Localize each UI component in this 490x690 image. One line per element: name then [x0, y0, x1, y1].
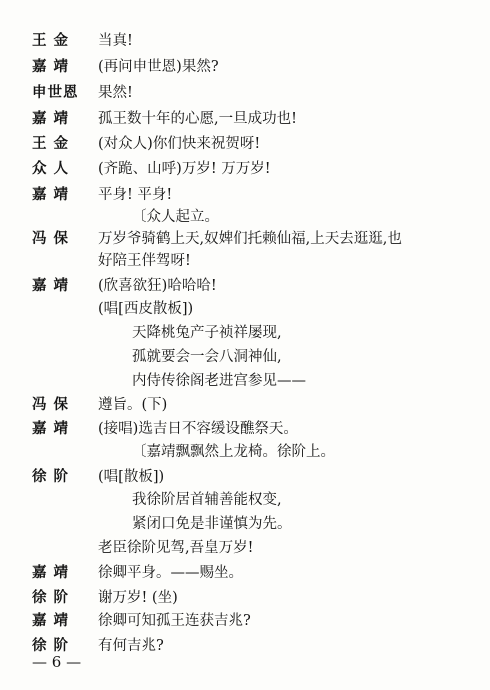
- dialogue-text: 果然!: [98, 85, 133, 101]
- speaker-name: 冯 保: [32, 231, 70, 247]
- dialogue-text: 遵旨。(下): [98, 397, 168, 413]
- dialogue-text: 谢万岁! (坐): [98, 590, 178, 606]
- verse-line: 天降桃兔产子祯祥屡现,: [132, 325, 282, 341]
- dialogue-text: 孤王数十年的心愿,一旦成功也!: [98, 111, 297, 127]
- dialogue-text: (再问申世恩)果然?: [98, 59, 219, 75]
- speaker-name: 徐 阶: [32, 590, 70, 606]
- dialogue-text: 平身! 平身!: [98, 187, 173, 203]
- dialogue-text: (唱[散板]): [98, 469, 165, 485]
- dialogue-text: 徐卿可知孤王连获吉兆?: [98, 613, 251, 629]
- dialogue-text: 好陪王伴驾呀!: [98, 253, 191, 269]
- speaker-name: 嘉 靖: [32, 565, 70, 581]
- speaker-name: 王 金: [32, 33, 70, 49]
- speaker-name: 嘉 靖: [32, 59, 70, 75]
- dialogue-text: (对众人)你们快来祝贺呀!: [98, 136, 261, 152]
- speaker-name: 嘉 靖: [32, 278, 70, 294]
- speaker-name: 嘉 靖: [32, 187, 70, 203]
- stage-direction: 〔嘉靖飘飘然上龙椅。徐阶上。: [132, 444, 335, 460]
- verse-line: 孤就要会一会八洞神仙,: [132, 349, 282, 365]
- speaker-name: 嘉 靖: [32, 421, 70, 437]
- dialogue-text: 徐卿平身。——赐坐。: [98, 565, 243, 581]
- speaker-name: 嘉 靖: [32, 111, 70, 127]
- verse-line: 紧闭口免是非谨慎为先。: [132, 516, 292, 532]
- dialogue-text: (接唱)选吉日不容缓设醮祭天。: [98, 421, 298, 437]
- dialogue-text: 当真!: [98, 33, 133, 49]
- verse-line: 内侍传徐阁老进宫参见——: [132, 373, 306, 389]
- dialogue-text: (唱[西皮散板]): [98, 301, 194, 317]
- speaker-name: 冯 保: [32, 397, 70, 413]
- dialogue-text: (欣喜欲狂)哈哈哈!: [98, 278, 217, 294]
- speaker-name: 徐 阶: [32, 638, 70, 654]
- speaker-name: 众 人: [32, 161, 70, 177]
- dialogue-text: 老臣徐阶见驾,吾皇万岁!: [98, 540, 254, 556]
- speaker-name: 王 金: [32, 136, 70, 152]
- speaker-name: 嘉 靖: [32, 613, 70, 629]
- verse-line: 我徐阶居首辅善能权变,: [132, 492, 282, 508]
- dialogue-text: 有何吉兆?: [98, 638, 164, 654]
- dialogue-text: (齐跪、山呼)万岁! 万万岁!: [98, 161, 271, 177]
- speaker-name: 申世恩: [32, 85, 79, 101]
- speaker-name: 徐 阶: [32, 469, 70, 485]
- stage-direction: 〔众人起立。: [132, 209, 219, 225]
- dialogue-text: 万岁爷骑鹤上天,奴婢们托赖仙福,上天去逛逛,也: [98, 231, 402, 247]
- page-number: — 6 —: [32, 653, 82, 671]
